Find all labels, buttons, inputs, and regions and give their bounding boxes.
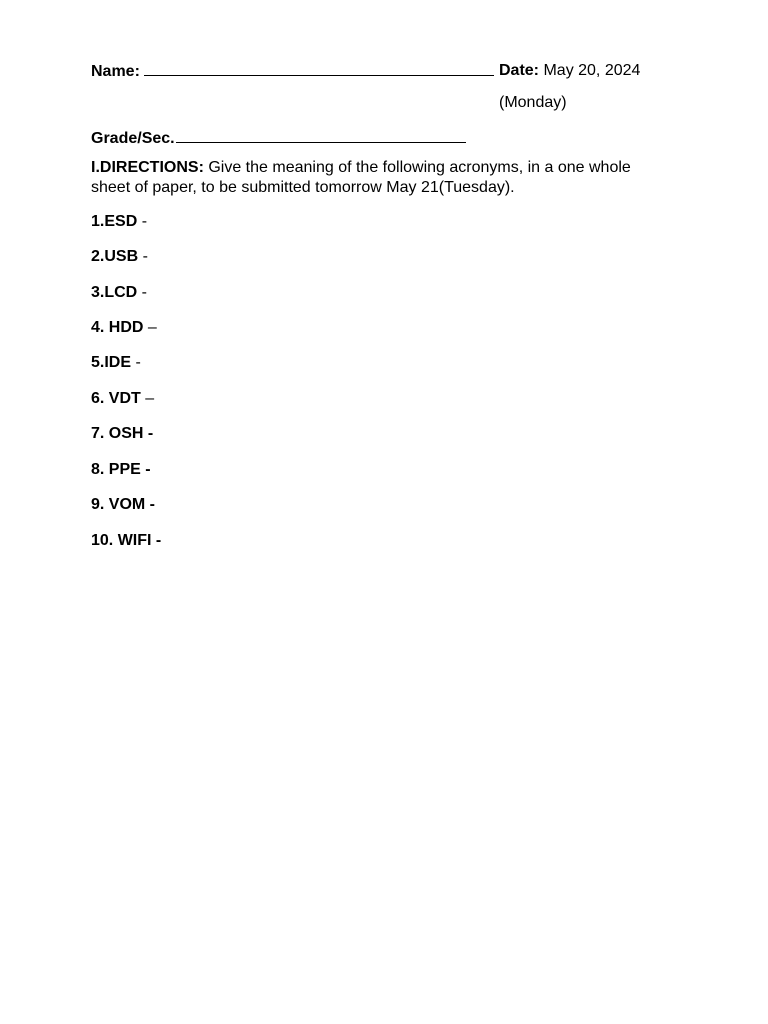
list-item [91, 460, 151, 480]
acronym-term: 10. WIFI - [91, 532, 162, 549]
list-item [91, 389, 154, 409]
list-item [91, 283, 147, 303]
name-row [91, 61, 494, 82]
name-label: Name: [91, 63, 140, 80]
directions-text: Give the meaning of the following acronyms, in a one whole sheet of paper, to be submitted tomorrow May 21(Tuesday). [91, 159, 631, 196]
list-item [91, 247, 148, 267]
grade-section-label: Grade/Sec. [91, 130, 175, 147]
date-value: May 20, 2024 [539, 62, 641, 79]
grade-section-blank-line [176, 128, 466, 143]
acronym-term: 9. VOM - [91, 496, 156, 513]
list-item [91, 353, 141, 373]
acronym-term: 1.ESD [91, 213, 138, 230]
acronym-term: 5.IDE [91, 354, 132, 371]
directions-paragraph [91, 158, 671, 198]
acronym-dash: - [138, 248, 148, 265]
acronym-term: 2.USB [91, 248, 139, 265]
list-item [91, 212, 147, 232]
acronym-term: 6. VDT [91, 390, 141, 407]
acronym-term: 8. PPE - [91, 461, 151, 478]
list-item [91, 531, 161, 551]
grade-section-row [91, 128, 466, 149]
acronym-dash: - [131, 354, 141, 371]
list-item [91, 495, 155, 515]
directions-label: I.DIRECTIONS: [91, 159, 204, 176]
acronym-dash: – [140, 390, 155, 407]
acronym-dash: - [137, 213, 148, 230]
acronym-dash: - [137, 284, 148, 301]
name-blank-line [144, 61, 494, 76]
acronym-term: 7. OSH - [91, 425, 154, 442]
acronym-term: 4. HDD [91, 319, 144, 336]
day-value: (Monday) [499, 94, 567, 111]
date-row [499, 61, 640, 81]
list-item [91, 424, 153, 444]
list-item [91, 318, 157, 338]
acronym-term: 3.LCD [91, 284, 138, 301]
acronym-dash: – [143, 319, 157, 336]
date-label: Date: [499, 62, 540, 79]
